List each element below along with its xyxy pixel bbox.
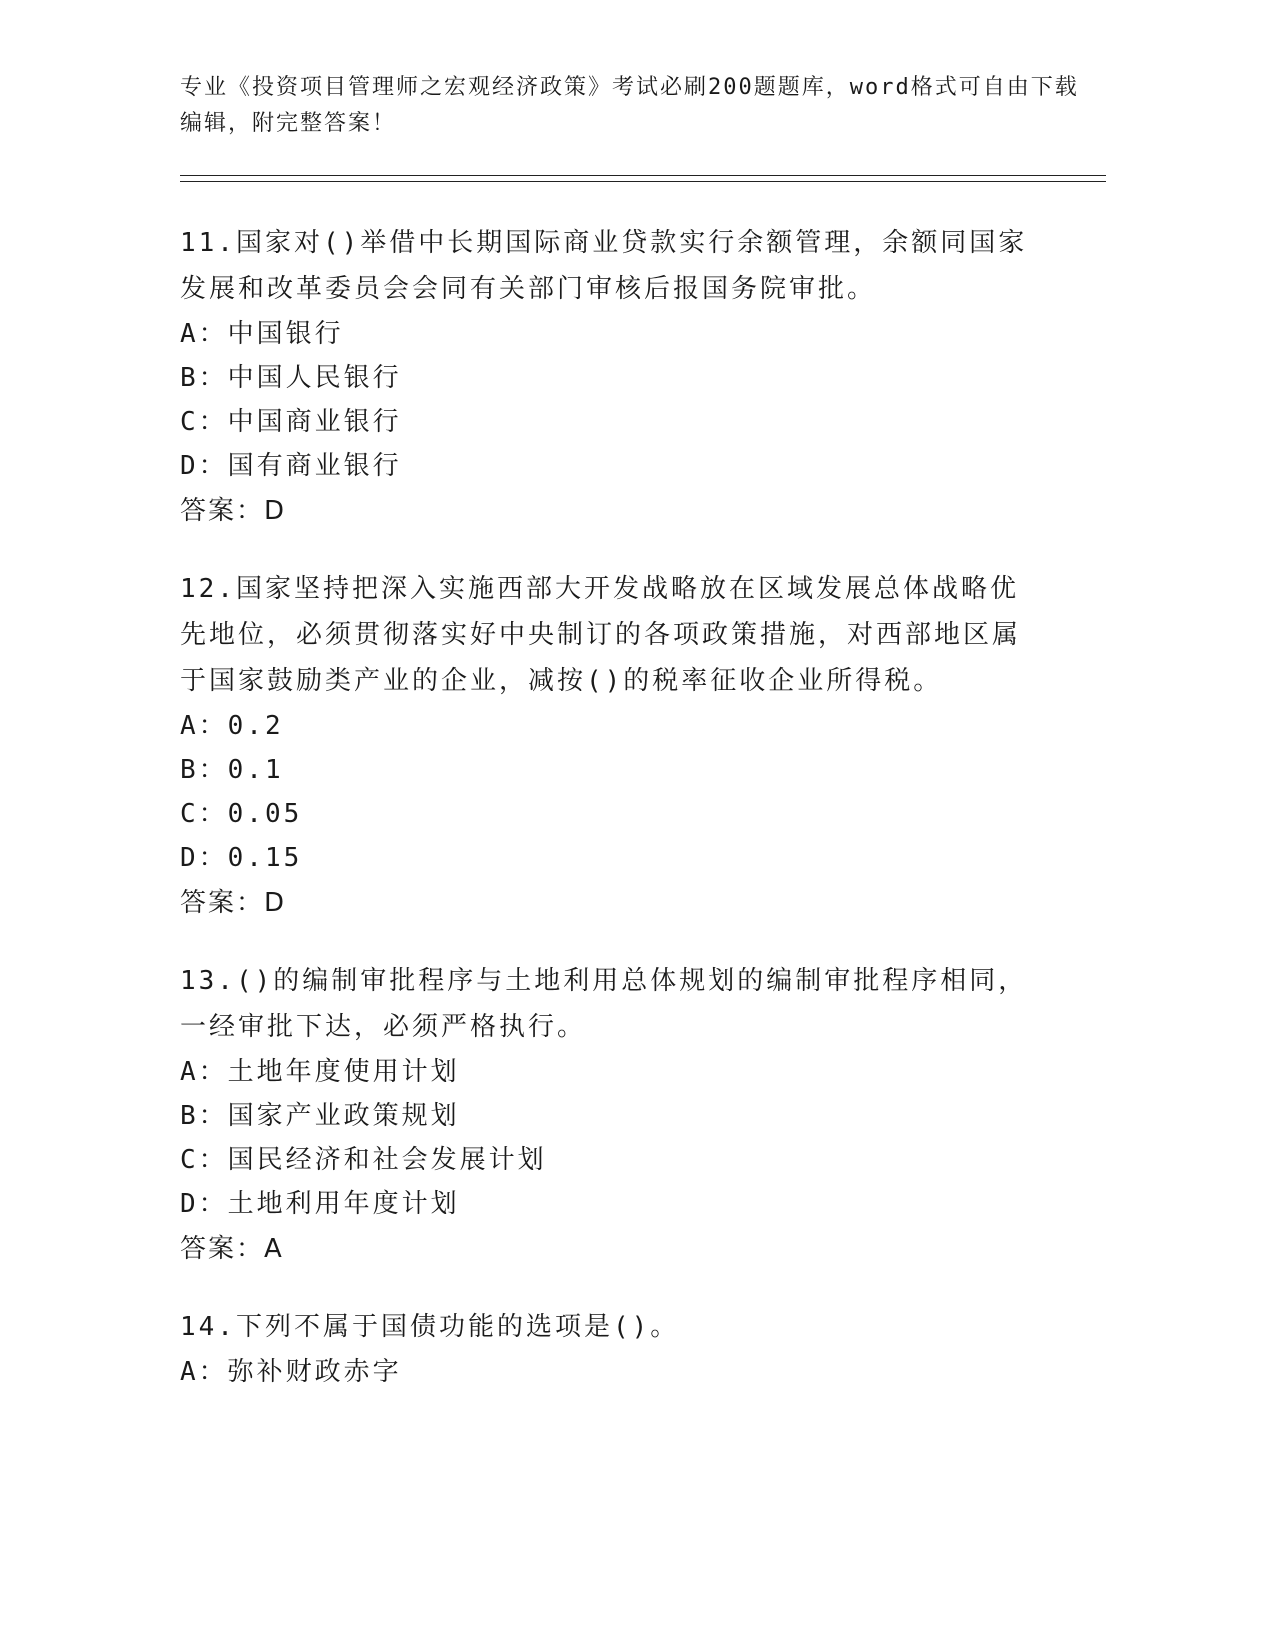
option-text: 中国人民银行 — [227, 363, 402, 393]
option-text: 0.1 — [227, 755, 284, 785]
option-text: 土地年度使用计划 — [227, 1057, 460, 1087]
option-a — [180, 312, 1040, 356]
option-letter: C： — [180, 799, 228, 829]
question-stem: 13.()的编制审批程序与土地利用总体规划的编制审批程序相同，一经审批下达，必须严格执行。 — [180, 966, 1028, 1042]
option-c — [180, 1138, 1040, 1182]
option-d — [180, 836, 1040, 880]
option-letter: B： — [180, 755, 228, 785]
question-stem: 11.国家对()举借中长期国际商业贷款实行余额管理，余额同国家发展和改革委员会会同有关部门审核后报国务院审批。 — [180, 228, 1028, 304]
option-letter: C： — [180, 407, 228, 437]
option-c — [180, 792, 1040, 836]
option-letter: B： — [180, 363, 228, 393]
option-b — [180, 1094, 1040, 1138]
option-letter: D： — [180, 1189, 228, 1219]
option-a — [180, 1050, 1040, 1094]
question-12 — [180, 566, 1040, 926]
option-c — [180, 400, 1040, 444]
option-b — [180, 356, 1040, 400]
question-stem: 12.国家坚持把深入实施西部大开发战略放在区域发展总体战略优先地位，必须贯彻落实好中央制订的各项政策措施，对西部地区属于国家鼓励类产业的企业，减按()的税率征收企业所得税。 — [180, 574, 1022, 696]
answer-line: 答案：D — [180, 888, 287, 918]
option-letter: A： — [180, 711, 228, 741]
option-a — [180, 1350, 1040, 1394]
option-letter: C： — [180, 1145, 228, 1175]
option-text: 国家产业政策规划 — [227, 1101, 460, 1131]
option-text: 0.15 — [227, 843, 303, 873]
option-letter: D： — [180, 843, 228, 873]
header-rule-top — [180, 175, 1106, 176]
question-stem: 14.下列不属于国债功能的选项是()。 — [180, 1312, 680, 1342]
question-list — [180, 220, 1040, 1426]
option-text: 土地利用年度计划 — [227, 1189, 460, 1219]
header-rule-bottom — [180, 181, 1106, 182]
answer-line: 答案：D — [180, 496, 287, 526]
option-letter: A： — [180, 1057, 228, 1087]
option-text: 国有商业银行 — [227, 451, 402, 481]
question-13 — [180, 958, 1040, 1272]
option-text: 中国银行 — [227, 319, 344, 349]
option-text: 国民经济和社会发展计划 — [227, 1145, 547, 1175]
document-header: 专业《投资项目管理师之宏观经济政策》考试必刷200题题库，word格式可自由下载编辑，附完整答案！ — [180, 75, 1079, 136]
option-a — [180, 704, 1040, 748]
option-text: 0.05 — [227, 799, 303, 829]
option-letter: B： — [180, 1101, 228, 1131]
option-letter: A： — [180, 1357, 228, 1387]
option-letter: A： — [180, 319, 228, 349]
question-11 — [180, 220, 1040, 534]
option-text: 中国商业银行 — [227, 407, 402, 437]
option-letter: D： — [180, 451, 228, 481]
option-text: 弥补财政赤字 — [227, 1357, 402, 1387]
question-14 — [180, 1304, 1040, 1394]
option-text: 0.2 — [227, 711, 284, 741]
answer-line: 答案：A — [180, 1234, 284, 1264]
option-b — [180, 748, 1040, 792]
option-d — [180, 444, 1040, 488]
option-d — [180, 1182, 1040, 1226]
